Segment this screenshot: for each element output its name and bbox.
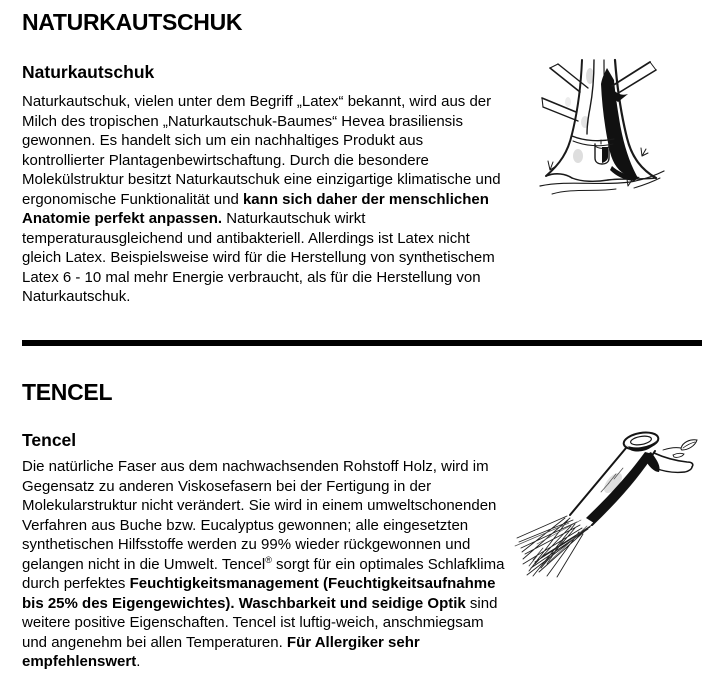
section-heading-naturkautschuk: NATURKAUTSCHUK (22, 9, 243, 35)
text-segment: Für Allergiker sehr empfehlenswert (22, 633, 420, 670)
text-segment: Die natürliche Faser aus dem nachwachsenden Rohstoff Holz, wird im Gegensatz zu anderen Viskosefasern bei der Fertigung in der Molekularstruktur nicht verändert. Sie wird in einem umweltschonenden Verfahren aus Buche bzw. Eucalyptus gewonnen; alle eingesetzten synthetischen Hilfsstoffe werden zu 99% wieder rückgewonnen und gelangen nicht in die Umwelt. Tencel (22, 458, 497, 573)
wood-fiber-log-illustration (513, 428, 703, 580)
text-segment: sorgt für ein optimales Schlafklima durch perfektes (22, 555, 505, 592)
text-segment: . (136, 653, 141, 670)
subheading-naturkautschuk: Naturkautschuk (22, 62, 155, 82)
text-segment: Feuchtigkeitsmanagement (Feuchtigkeitsaufnahme bis 25% des Eigengewichtes). Waschbarkeit und seidige Optik (22, 575, 496, 612)
latex-tree-illustration (538, 58, 673, 203)
text-segment: kann sich daher der menschlichen Anatomie perfekt anpassen. (22, 190, 489, 227)
paragraph-tencel (22, 457, 506, 672)
text-segment: Naturkautschuk, vielen unter dem Begriff „Latex“ bekannt, wird aus der Milch des tropischen „Naturkautschuk-Baumes“ Hevea brasiliensis gewonnen. Es handelt sich um ein nachhaltiges Produkt aus kontrollierter Plantagenbewirtschaftung. Durch die besondere Molekülstruktur besitzt Naturkautschuk eine einzigartige klimatische und ergonomische Funktionalität und (22, 93, 501, 208)
subheading-tencel: Tencel (22, 430, 77, 450)
text-segment: ® (265, 554, 272, 565)
paragraph-naturkautschuk (22, 92, 506, 307)
section-heading-tencel: TENCEL (22, 379, 113, 405)
text-segment: Naturkautschuk wirkt temperaturausgleichend und antibakteriell. Allerdings ist Latex nicht gleich Latex. Beispielsweise wird für die Herstellung von synthetischem Latex 6 - 10 mal mehr Energie verbraucht, als für die Herstellung von Naturkautschuk. (22, 210, 495, 305)
text-segment: sind weitere positive Eigenschaften. Tencel ist luftig-weich, anschmiegsam und angenehm bei allen Temperaturen. (22, 594, 498, 651)
section-divider (22, 340, 702, 346)
